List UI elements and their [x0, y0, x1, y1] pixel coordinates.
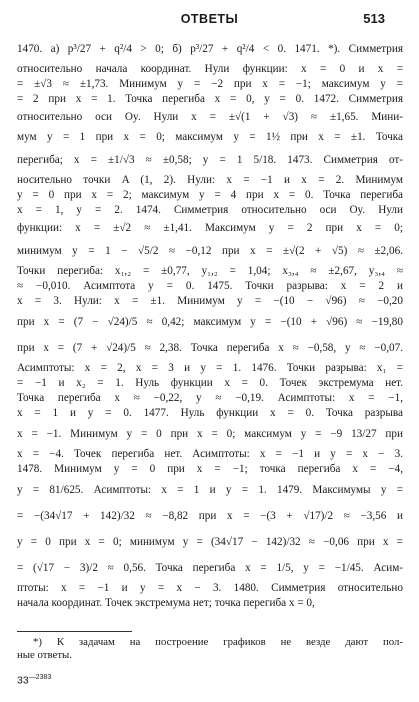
- text-line: при x = (7 − √24)/5 ≈ 0,42; максимум y = −(10 + √96) ≈ −19,80: [17, 316, 403, 328]
- text-line: птоты: x = −1 и y = x − 3. 1480. Симметрия относительно: [17, 582, 403, 594]
- answers-text: [17, 36, 403, 611]
- text-line: = −1 и x₂ = 1. Нуль функции x = 0. Точек экстремума нет.: [17, 377, 403, 389]
- text-line: = 2 при x = 1. Точка перегиба x = 0, y = 0. 1472. Симметрия: [17, 93, 403, 105]
- text-line: Точка перегиба x ≈ −0,22, y ≈ −0,19. Асимптоты: x = −1,: [17, 392, 403, 404]
- text-line: = −(34√17 + 142)/32 ≈ −8,82 при x = −(3 + √17)/2 ≈ −3,56 и: [17, 510, 403, 522]
- text-line: относительно начала координат. Нули функции: x = 0 и x =: [17, 63, 403, 75]
- text-line: мум y = 1 при x = 0; максимум y = 1½ при x = ±1. Точка: [17, 131, 403, 143]
- text-line: y = 81/625. Асимптоты: x = 1 и y = 1. 1479. Максимумы y =: [17, 484, 403, 496]
- text-line: при x = (7 + √24)/5 ≈ 2,38. Точка перегиба x ≈ −0,58, y ≈ −0,07.: [17, 342, 403, 354]
- text-line: = ±√3 ≈ ±1,73. Минимум y = −2 при x = −1; максимум y =: [17, 78, 403, 90]
- signature-suffix: —2383: [28, 674, 52, 681]
- text-line: x = −4. Точек перегиба нет. Асимптоты: x = −1 и y = x − 3.: [17, 448, 403, 460]
- page-number: 513: [363, 11, 385, 26]
- text-line: = (√17 − 3)/2 ≈ 0,56. Точка перегиба x = 1/5, y = −1/45. Асим-: [17, 562, 403, 574]
- text-line: ≈ −0,010. Асимптота y = 0. 1475. Точки разрыва: x = 2 и: [17, 280, 403, 292]
- text-line: x = 3. Нули: x = ±1. Минимум y = −(10 − √96) ≈ −0,20: [17, 295, 403, 307]
- text-line: 1470. а) p³/27 + q²/4 > 0; б) p³/27 + q²/4 < 0. 1471. *). Симметрия: [17, 43, 403, 55]
- text-line: начала координат. Точек экстремума нет; точка перегиба x = 0,: [17, 597, 315, 609]
- text-line: y = 0 при x = 0; минимум y = (34√17 − 142)/32 ≈ −0,06 при x =: [17, 536, 403, 548]
- text-line: носительно точки A (1, 2). Нули: x = −1 и x = 2. Минимум: [17, 174, 403, 186]
- text-line: y = 0 при x = 2; максимум y = 4 при x = 0. Точка перегиба: [17, 189, 403, 201]
- text-line: x = 1 и y = 0. 1477. Нуль функции x = 0. Точка разрыва: [17, 407, 403, 419]
- page-header: [0, 10, 419, 30]
- signature-mark: [17, 674, 51, 687]
- text-line: x = −1. Минимум y = 0 при x = 0; максимум y = −9 13/27 при: [17, 428, 403, 440]
- text-line: перегиба; x = ±1/√3 ≈ ±0,58; y = 1 5/18. 1473. Симметрия от-: [17, 154, 403, 166]
- text-line: Асимптоты: x = 2, x = 3 и y = 1. 1476. Точки разрыва: x₁ =: [17, 362, 403, 374]
- text-line: относительно оси Oy. Нули x = ±√(1 + √3) ≈ ±1,65. Мини-: [17, 111, 403, 123]
- text-line: x = 1, y = 2. 1474. Симметрия относительно оси Oy. Нули: [17, 204, 403, 216]
- footnote-divider: [17, 631, 132, 632]
- text-line: 1478. Минимум y = 0 при x = −1; точка перегиба x = −4,: [17, 463, 403, 475]
- footnote-line: ные ответы.: [17, 649, 72, 661]
- text-line: функции: x = ±√2 ≈ ±1,41. Максимум y = 2 при x = 0;: [17, 222, 403, 234]
- footnote: [17, 636, 403, 662]
- text-line: минимум y = 1 − √5/2 ≈ −0,12 при x = ±√(2 + √5) ≈ ±2,06.: [17, 245, 403, 257]
- running-title: ОТВЕТЫ: [180, 12, 239, 26]
- signature-number: 33: [17, 674, 29, 687]
- footnote-line: *) К задачам на построение графиков не везде дают пол-: [33, 636, 403, 648]
- text-line: Точки перегиба: x₁,₂ = ±0,77, y₁,₂ = 1,04; x₃,₄ ≈ ±2,67, y₃,₄ ≈: [17, 265, 403, 277]
